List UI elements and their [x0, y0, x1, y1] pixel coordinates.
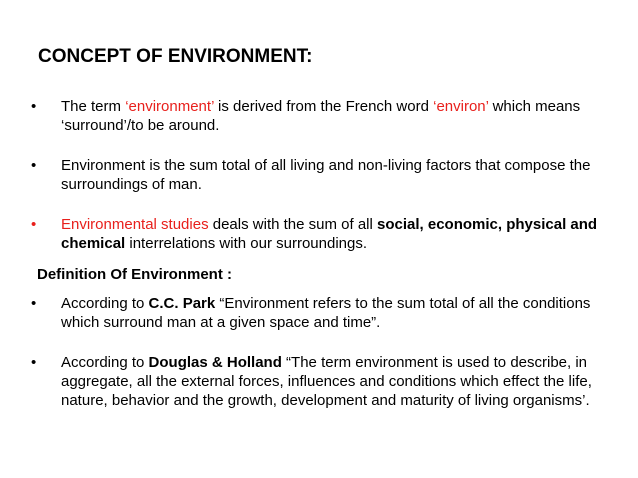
- bullet-marker: •: [31, 216, 37, 233]
- definition-heading: Definition Of Environment :: [37, 266, 232, 283]
- highlight-term-environment: ‘environment’: [125, 98, 214, 115]
- highlight-term-environmental-studies: Environmental studies: [61, 216, 209, 233]
- slide-title: CONCEPT OF ENVIRONMENT:: [38, 46, 313, 67]
- bullet-marker: •: [31, 157, 37, 174]
- bullet-text: Environmental studies deals with the sum of all social, economic, physical and chemical interrelations with our surroundings.: [61, 216, 598, 252]
- bullet-text: According to C.C. Park “Environment refers to the sum total of all the conditions which surround man at a given space and time”.: [61, 295, 591, 331]
- bullet-text: According to Douglas & Holland “The term environment is used to describe, in aggregate, all the external forces, influences and conditions which effect the life, nature, behavior and the growth, development and maturity of living organisms’.: [61, 354, 592, 409]
- highlight-term-environ: ‘environ’: [433, 98, 489, 115]
- bullet-marker: •: [31, 98, 37, 115]
- bullet-marker: •: [31, 354, 37, 371]
- author-name: Douglas & Holland: [148, 354, 282, 371]
- author-name: C.C. Park: [148, 295, 216, 312]
- bullet-text: The term ‘environment’ is derived from the French word ‘environ’ which means ‘surround’/to be around.: [61, 98, 581, 134]
- bold-phrase: social, economic, physical and chemical: [61, 216, 598, 252]
- bullet-marker: •: [31, 295, 37, 312]
- bullet-text: Environment is the sum total of all living and non-living factors that compose the surroundings of man.: [61, 157, 591, 193]
